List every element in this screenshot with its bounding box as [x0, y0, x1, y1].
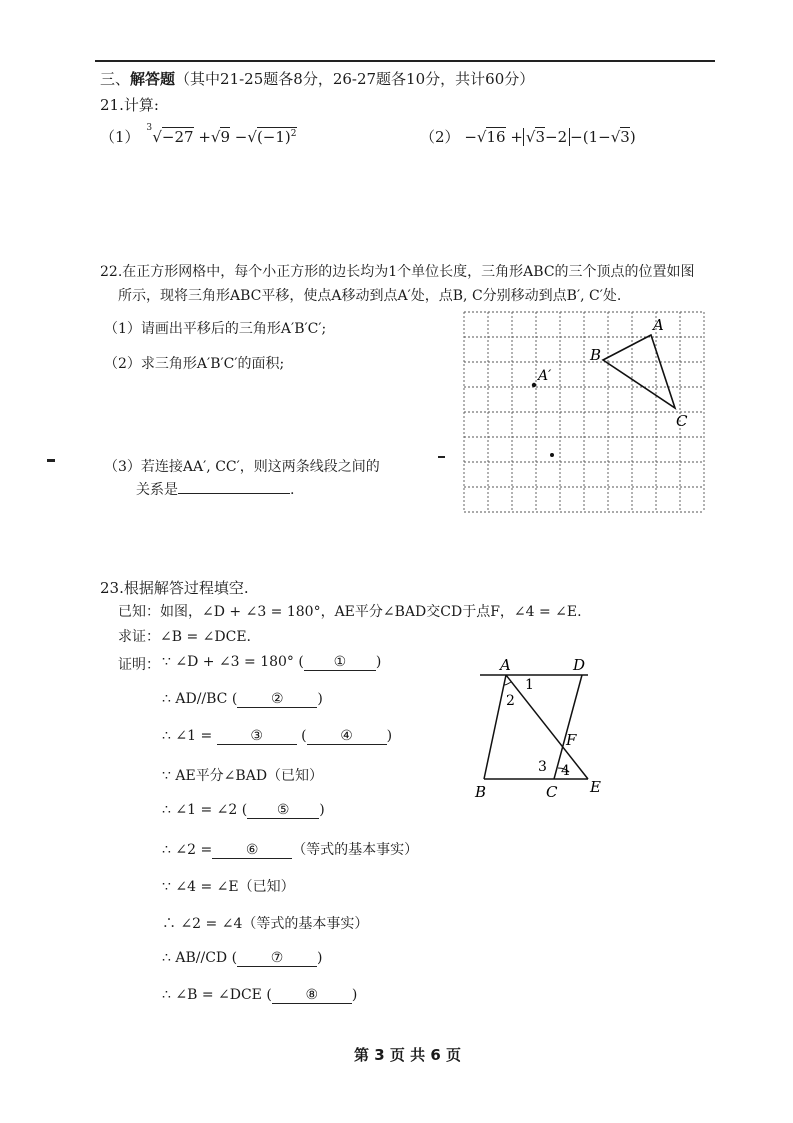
q21-sqrt-neg1: (−1)	[256, 128, 291, 146]
fig-label-d: D	[573, 656, 586, 674]
fig-label-a: A	[500, 656, 511, 674]
section-prefix: 三、	[100, 70, 131, 88]
q22-part3: （3）若连接AA′, CC′，则这两条线段之间的	[104, 459, 380, 475]
fig-label-e: E	[590, 778, 601, 796]
q22-part3-cont: 关系是 .	[136, 479, 294, 499]
stray-dot	[550, 453, 554, 457]
grid-lines	[464, 312, 704, 512]
section-header	[100, 68, 534, 89]
q21-p2-label: （2）	[420, 128, 460, 146]
q21-part2: （2） −√16 + √3−2 −(1−√3)	[420, 128, 636, 146]
triangle-abc	[603, 335, 675, 408]
proof-step-2: ∴ AD//BC ( ② )	[162, 691, 323, 707]
q22-grid-figure	[462, 310, 707, 520]
blank-6[interactable]: ⑥	[212, 842, 292, 859]
q22-part1: （1）请画出平移后的三角形A′B′C′;	[104, 321, 327, 337]
q23-title: 23.根据解答过程填空.	[100, 579, 249, 597]
proof-step-5: ∴ ∠1 = ∠2 ( ⑤ )	[162, 802, 325, 818]
blank-2[interactable]: ②	[237, 691, 317, 708]
q21-sqrt3a: 3	[535, 128, 546, 146]
proof-step-7: ∵ ∠4 = ∠E（已知）	[162, 879, 295, 895]
fig-label-1: 1	[525, 677, 534, 693]
q21-cube-index: 3	[146, 123, 153, 133]
line-ae	[506, 675, 588, 779]
blank-1[interactable]: ①	[304, 654, 376, 671]
q22-line1: 22.在正方形网格中，每个小正方形的边长均为1个单位长度，三角形ABC的三个顶点的位置如图	[100, 264, 695, 280]
line-ab	[484, 675, 506, 779]
blank-8[interactable]: ⑧	[272, 987, 352, 1004]
point-a-prime	[532, 383, 536, 387]
label-a: A	[653, 316, 664, 334]
q21-cube-radicand: −27	[161, 128, 194, 146]
q21-label: 21.计算:	[100, 96, 159, 114]
proof-step-10: ∴ ∠B = ∠DCE ( ⑧ )	[162, 987, 358, 1003]
blank-3[interactable]: ③	[217, 728, 297, 745]
label-a-prime: A′	[538, 368, 552, 384]
fig-label-4: 4	[561, 763, 570, 779]
fig-label-b: B	[475, 783, 487, 801]
section-title: 解答题	[130, 70, 176, 88]
proof-step-6: ∴ ∠2 = ⑥ （等式的基本事实）	[162, 842, 419, 858]
label-b: B	[590, 346, 602, 364]
label-c: C	[676, 412, 688, 430]
proof-step-4: ∵ AE平分∠BAD（已知）	[162, 768, 324, 784]
top-rule	[95, 60, 715, 62]
q21-part1: （1） 3 $√-27 +√9 -√(-1)^2$	[100, 123, 297, 146]
q21-sqrt3b: 3	[620, 128, 630, 146]
q23-proof-label: 证明：	[118, 657, 160, 673]
q21-exp: 2	[290, 129, 297, 139]
proof-step-9: ∴ AB//CD ( ⑦ )	[162, 950, 323, 966]
section-note: （其中21-25题各8分，26-27题各10分，共计60分）	[175, 70, 535, 88]
proof-step-8: ∴ ∠2 = ∠4（等式的基本事实）	[162, 916, 369, 932]
stray-mark-mid	[438, 456, 445, 458]
fig-label-3: 3	[538, 759, 547, 775]
q22-part2: （2）求三角形A′B′C′的面积;	[104, 356, 285, 372]
fig-label-c: C	[546, 783, 558, 801]
q22-answer-blank[interactable]	[178, 479, 290, 494]
stray-mark-left	[47, 459, 55, 462]
blank-4[interactable]: ④	[307, 728, 387, 745]
fig-label-f: F	[566, 731, 577, 749]
blank-5[interactable]: ⑤	[247, 802, 319, 819]
q22-line2: 所示，现将三角形ABC平移，使点A移动到点A′处，点B, C分别移动到点B′, C′处.	[118, 288, 622, 304]
proof-step-3: ∴ ∠1 = ③ ( ④ )	[162, 728, 393, 744]
fig-label-2: 2	[506, 693, 515, 709]
q21-sqrt9: 9	[220, 128, 231, 146]
page-footer: 第 3 页 共 6 页	[354, 1046, 461, 1064]
q23-given: 已知：如图，∠D + ∠3 = 180°，AE平分∠BAD交CD于点F，∠4 = ∠E.	[118, 604, 582, 620]
q21-sqrt16: 16	[486, 128, 506, 146]
blank-7[interactable]: ⑦	[237, 950, 317, 967]
q23-prove: 求证：∠B = ∠DCE.	[118, 629, 251, 645]
q21-p1-label: （1）	[100, 128, 140, 146]
q23-figure	[470, 655, 630, 805]
proof-step-1: ∵ ∠D + ∠3 = 180° ( ① )	[162, 654, 382, 670]
